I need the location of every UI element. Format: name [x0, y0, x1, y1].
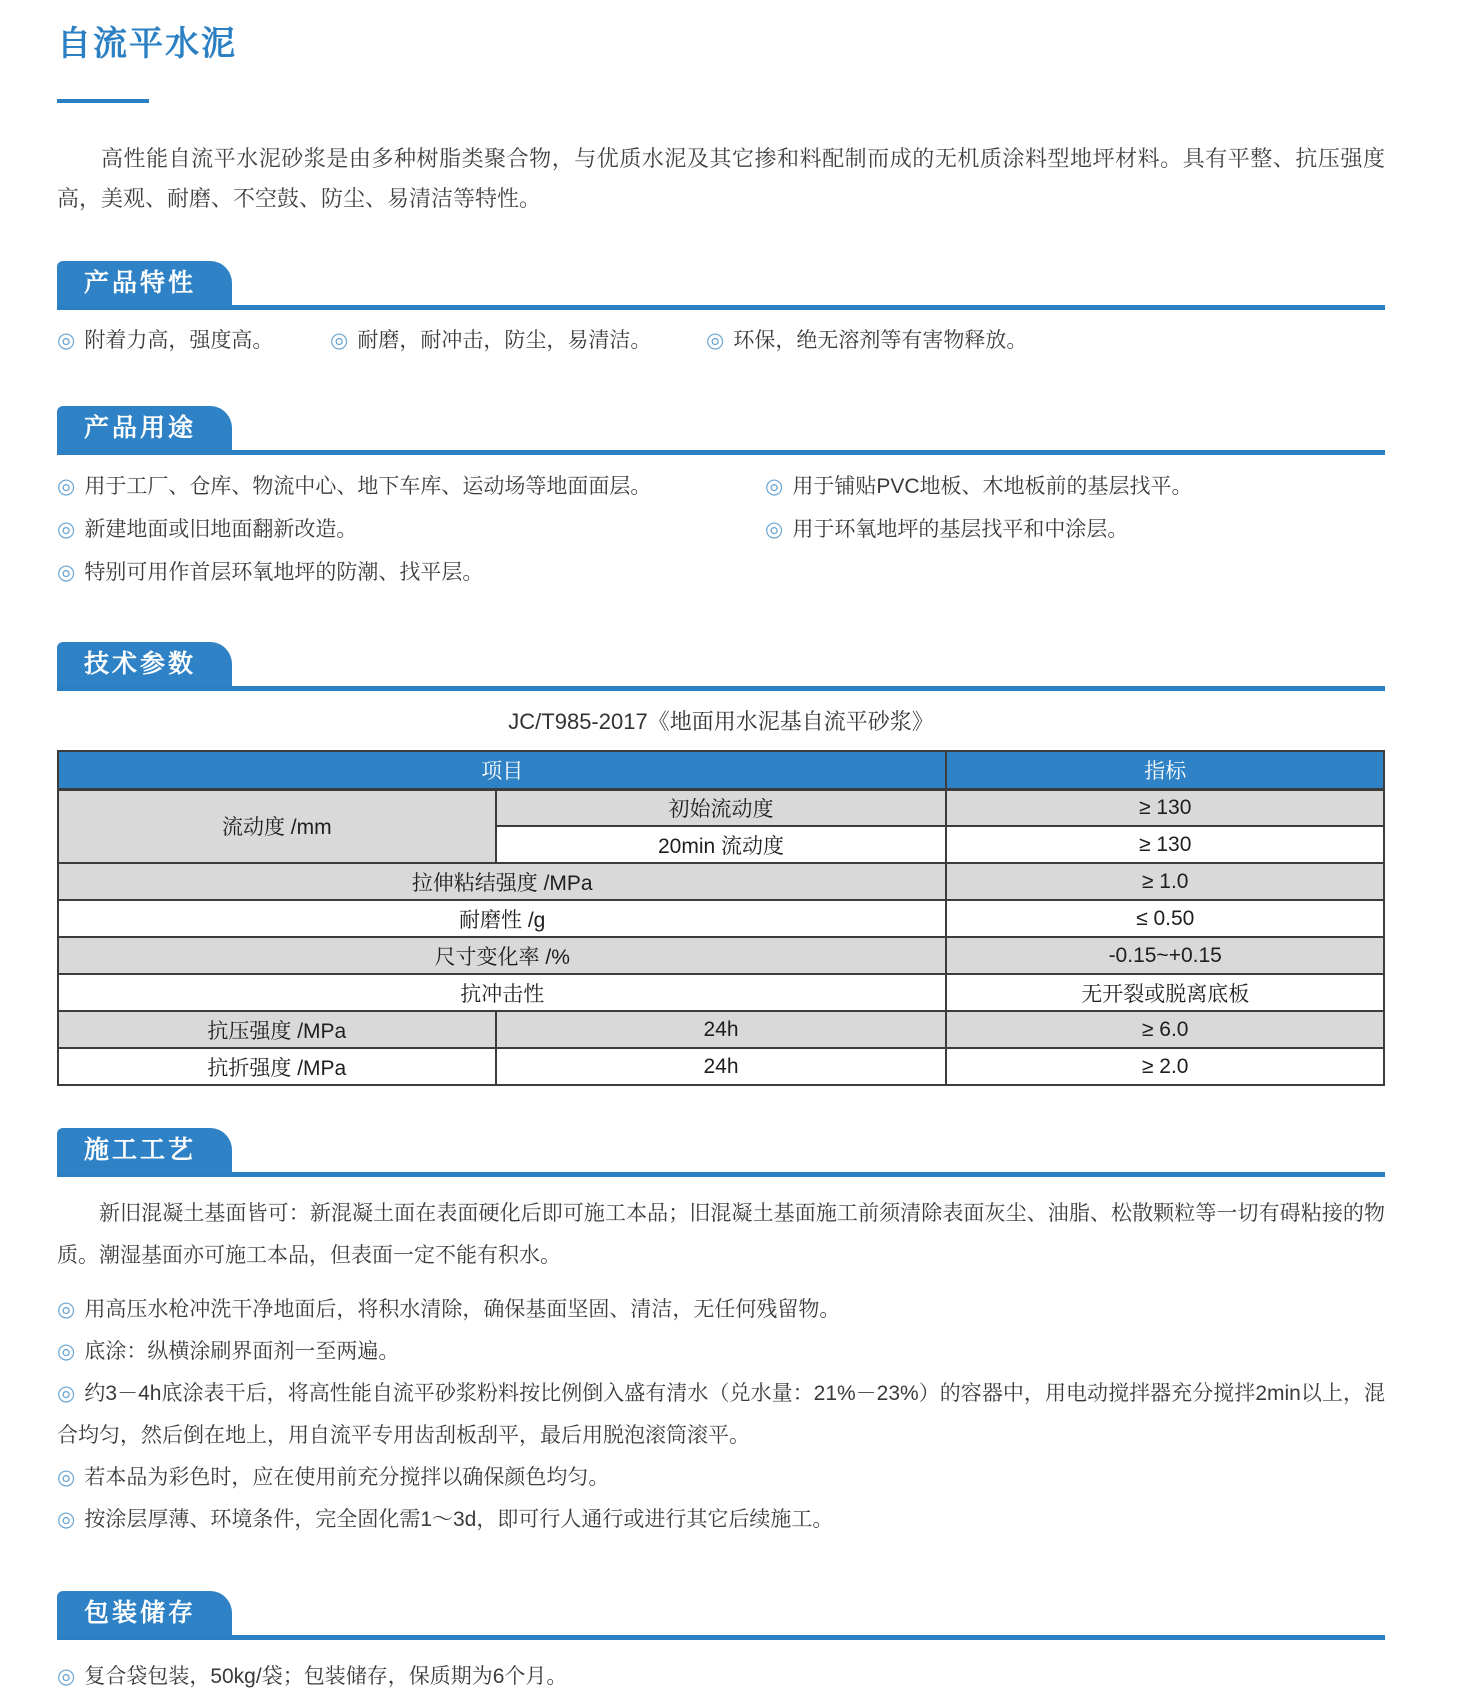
table-cell: ≥ 130: [946, 826, 1384, 863]
process-step-list: [57, 1289, 1385, 1541]
table-cell: 尺寸变化率 /%: [58, 937, 946, 974]
double-circle-bullet-icon: ◎: [57, 475, 76, 498]
feature-item-text: 附着力高，强度高。: [84, 329, 274, 352]
table-cell: 流动度 /mm: [58, 789, 496, 863]
section-header-tech: [57, 642, 1385, 691]
table-cell: ≥ 1.0: [946, 863, 1384, 900]
process-step-text: 若本品为彩色时，应在使用前充分搅拌以确保颜色均匀。: [84, 1466, 610, 1489]
feature-list: [57, 320, 1385, 362]
table-cell: 抗折强度 /MPa: [58, 1048, 496, 1085]
double-circle-bullet-icon: ◎: [57, 518, 76, 541]
table-row: [58, 1011, 1384, 1048]
double-circle-bullet-icon: ◎: [57, 1665, 76, 1688]
table-cell: ≥ 6.0: [946, 1011, 1384, 1048]
table-cell: ≤ 0.50: [946, 900, 1384, 937]
table-cell: 耐磨性 /g: [58, 900, 946, 937]
table-row: [58, 937, 1384, 974]
table-cell: ≥ 2.0: [946, 1048, 1384, 1085]
feature-item-text: 耐磨，耐冲击，防尘，易清洁。: [357, 329, 652, 352]
feature-item: [57, 320, 330, 362]
table-cell: 抗冲击性: [58, 974, 946, 1011]
section-tab-packaging: 包装储存: [57, 1591, 232, 1635]
use-list-right-column: [765, 463, 1385, 592]
use-list: [57, 463, 1385, 592]
table-cell: 20min 流动度: [496, 826, 947, 863]
use-item-text: 用于工厂、仓库、物流中心、地下车库、运动场等地面面层。: [84, 475, 652, 498]
packaging-item: [57, 1656, 1385, 1698]
double-circle-bullet-icon: ◎: [57, 1340, 76, 1363]
section-header-features: [57, 261, 1385, 310]
table-row: [58, 1048, 1384, 1085]
process-step: [57, 1373, 1385, 1457]
use-item-text: 用于环氧地坪的基层找平和中涂层。: [792, 518, 1129, 541]
process-step-text: 底涂：纵横涂刷界面剂一至两遍。: [84, 1340, 400, 1363]
spec-table-caption: JC/T985-2017《地面用水泥基自流平砂浆》: [508, 709, 934, 734]
use-item-text: 新建地面或旧地面翻新改造。: [84, 518, 358, 541]
table-cell: 拉伸粘结强度 /MPa: [58, 863, 946, 900]
table-cell: 抗压强度 /MPa: [58, 1011, 496, 1048]
process-step-text: 按涂层厚薄、环境条件，完全固化需1～3d，即可行人通行或进行其它后续施工。: [84, 1508, 834, 1531]
double-circle-bullet-icon: ◎: [330, 329, 349, 352]
process-step: [57, 1289, 1385, 1331]
table-row: [58, 789, 1384, 826]
double-circle-bullet-icon: ◎: [706, 329, 725, 352]
packaging-item-text: 复合袋包装，50kg/袋；包装储存，保质期为6个月。: [84, 1665, 568, 1688]
process-step-text: 用高压水枪冲洗干净地面后，将积水清除，确保基面坚固、清洁，无任何残留物。: [84, 1298, 841, 1321]
double-circle-bullet-icon: ◎: [57, 1298, 76, 1321]
table-row: [58, 900, 1384, 937]
table-cell: 无开裂或脱离底板: [946, 974, 1384, 1011]
page-title: 自流平水泥: [57, 25, 237, 63]
process-step: [57, 1457, 1385, 1499]
feature-item: [330, 320, 706, 362]
double-circle-bullet-icon: ◎: [765, 475, 784, 498]
double-circle-bullet-icon: ◎: [57, 1466, 76, 1489]
title-underline: [57, 99, 149, 103]
feature-item-text: 环保，绝无溶剂等有害物释放。: [733, 329, 1028, 352]
use-item: [765, 511, 1385, 549]
table-header-index: 指标: [946, 751, 1384, 789]
process-step: [57, 1499, 1385, 1541]
section-tab-process: 施工工艺: [57, 1128, 232, 1172]
table-header-item: 项目: [58, 751, 946, 789]
table-cell: -0.15~+0.15: [946, 937, 1384, 974]
spec-table: [57, 750, 1385, 1086]
double-circle-bullet-icon: ◎: [57, 329, 76, 352]
feature-item: [706, 320, 1385, 362]
table-cell: 初始流动度: [496, 789, 947, 826]
process-step: [57, 1331, 1385, 1373]
use-item-text: 用于铺贴PVC地板、木地板前的基层找平。: [792, 475, 1193, 498]
double-circle-bullet-icon: ◎: [57, 1382, 76, 1405]
section-tab-features: 产品特性: [57, 261, 232, 305]
table-row: [58, 863, 1384, 900]
use-item: [57, 511, 765, 549]
table-cell: 24h: [496, 1011, 947, 1048]
use-item: [57, 554, 765, 592]
table-cell: 24h: [496, 1048, 947, 1085]
double-circle-bullet-icon: ◎: [765, 518, 784, 541]
product-intro-paragraph: 高性能自流平水泥砂浆是由多种树脂类聚合物，与优质水泥及其它掺和料配制而成的无机质涂料型地坪材料。具有平整、抗压强度高，美观、耐磨、不空鼓、防尘、易清洁等特性。: [57, 146, 1385, 211]
section-header-process: [57, 1128, 1385, 1177]
double-circle-bullet-icon: ◎: [57, 1508, 76, 1531]
double-circle-bullet-icon: ◎: [57, 561, 76, 584]
section-tab-uses: 产品用途: [57, 406, 232, 450]
use-list-left-column: [57, 463, 765, 592]
table-row: [58, 974, 1384, 1011]
process-intro-paragraph: 新旧混凝土基面皆可：新混凝土面在表面硬化后即可施工本品；旧混凝土基面施工前须清除表面灰尘、油脂、松散颗粒等一切有碍粘接的物质。潮湿基面亦可施工本品，但表面一定不能有积水。: [57, 1202, 1385, 1267]
section-header-uses: [57, 406, 1385, 455]
table-header-row: [58, 751, 1384, 789]
use-item: [765, 468, 1385, 506]
use-item-text: 特别可用作首层环氧地坪的防潮、找平层。: [84, 561, 484, 584]
process-step-text: 约3－4h底涂表干后，将高性能自流平砂浆粉料按比例倒入盛有清水（兑水量：21%－23%）的容器中，用电动搅拌器充分搅拌2min以上，混合均匀，然后倒在地上，用自流平专用齿刮板刮平，最后用脱泡滚筒滚平。: [57, 1382, 1385, 1447]
table-cell: ≥ 130: [946, 789, 1384, 826]
section-tab-tech: 技术参数: [57, 642, 232, 686]
use-item: [57, 468, 765, 506]
section-header-packaging: [57, 1591, 1385, 1640]
